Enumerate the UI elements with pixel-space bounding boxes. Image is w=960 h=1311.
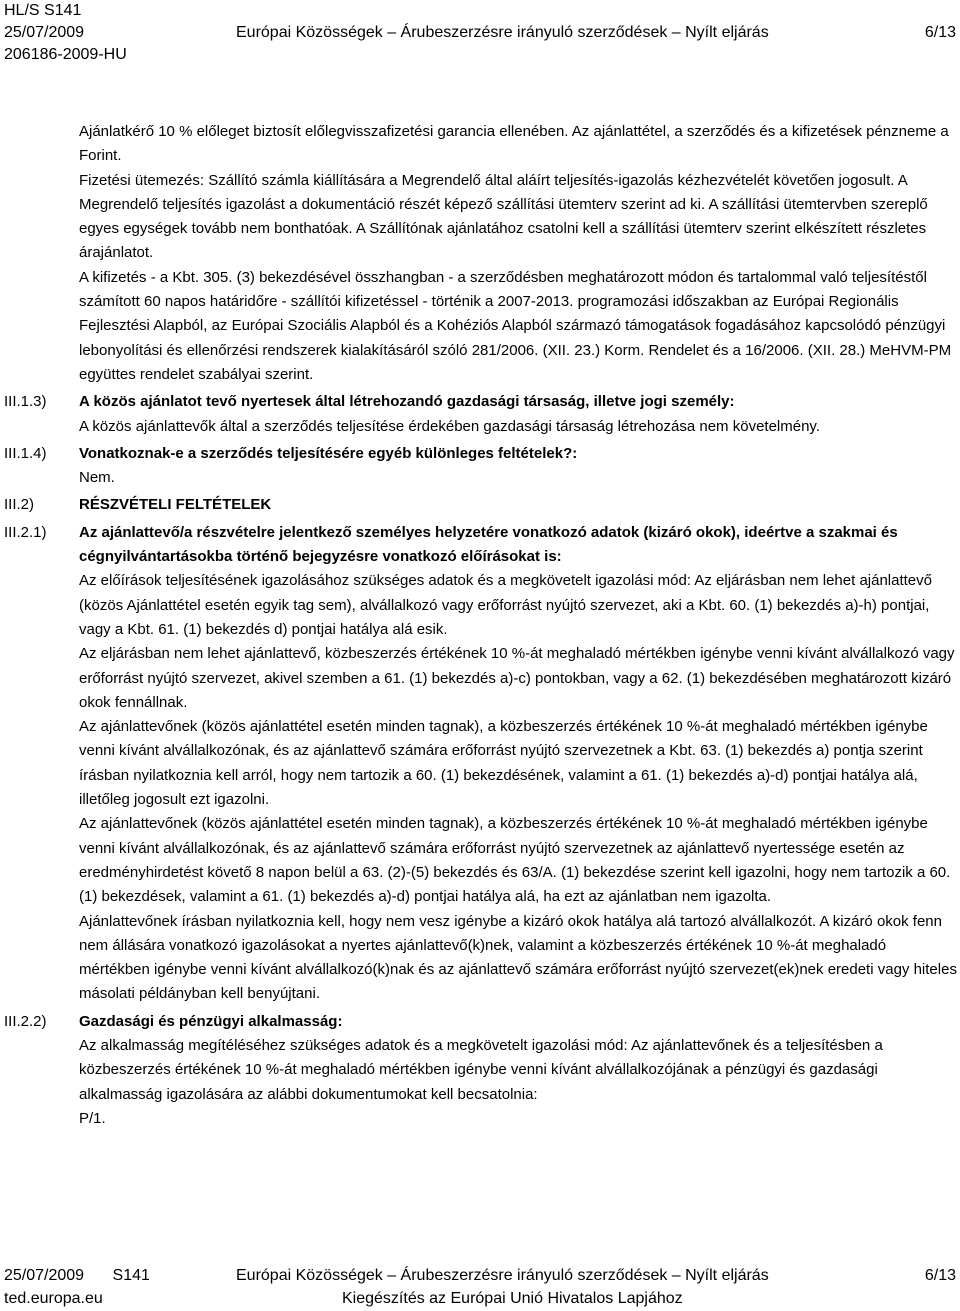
section-text: A közös ajánlattevők által a szerződés teljesítése érdekében gazdasági társaság létrehozása nem követelmény. — [79, 417, 820, 435]
document-body — [4, 120, 958, 1131]
section-heading: RÉSZVÉTELI FELTÉTELEK — [79, 496, 272, 514]
section-paragraph: Ajánlattevőnek írásban nyilatkoznia kell, hogy nem vesz igénybe a kizáró okok hatálya alá tartozó alvállalkozót. A kizáró okok fenn nem állására vonatkozó igazolásokat a nyertes ajánlattevő(k)nek, valamint a közbeszerzés értékének 10 %-át meghaladó mértékben igénybe venni kívánt alvállalkozó(k)nak és az ajánlattevő számára erőforrást nyújtó szervezet(ek)nek eredeti vagy hiteles másolati példányban kell benyújtani. — [79, 912, 957, 1003]
header-ref: 206186-2009-HU — [4, 46, 127, 63]
footer-site-link[interactable]: ted.europa.eu — [4, 1290, 103, 1307]
section-label: III.2) — [4, 496, 35, 514]
header-date: 25/07/2009 — [4, 24, 85, 41]
intro-paragraph-2: Fizetési ütemezés: Szállító számla kiállítására a Megrendelő által aláírt teljesítés-igazolás kézhezvételét követően jogosult. A Megrendelő teljesítés igazolást a dokumentáció részét képező szállítási ütemterv szerint ad ki. A szállítási ütemtervben szereplő egyes egységek tovább nem bonthatóak. A Szállítónak ajánlatához csatolni kell a szállítási ütemterv szerint elkészített részletes árajánlatot. — [79, 171, 928, 262]
header-title: Európai Közösségek – Árubeszerzésre irányuló szerződések – Nyílt eljárás — [236, 24, 769, 41]
page-header — [4, 0, 956, 66]
section-heading: Vonatkoznak-e a szerződés teljesítésére egyéb különleges feltételek?: — [79, 444, 578, 462]
section-iii-1-4 — [4, 442, 958, 491]
section-paragraph: Az ajánlattevőnek (közös ajánlattétel esetén minden tagnak), a közbeszerzés értékének 10 %-át meghaladó mértékben igénybe venni kívánt alvállalkozónak, és az ajánlattevő számára erőforrást nyújtó szervezetnek az ajánlattevő nyertessége esetén az eredményhirdetést követő 8 napon belül a 63. (2)-(5) bekezdés és 63/A. (1) bekezdése szerint kell igazolni, hogy nem tartozik a 60. (1) bekezdések, valamint a 61. (1) bekezdés a)-d) pontjai hatálya alá, ha ezt az ajánlatban nem igazolta. — [79, 815, 951, 906]
section-paragraph: P/1. — [79, 1109, 106, 1127]
intro-block — [4, 120, 958, 387]
section-heading: Gazdasági és pénzügyi alkalmasság: — [79, 1012, 343, 1030]
section-text: Nem. — [79, 469, 115, 487]
footer-page: 6/13 — [924, 1267, 956, 1284]
intro-paragraph-1: Ajánlatkérő 10 % előleget biztosít előlegvisszafizetési garancia ellenében. Az ajánlattétel, a szerződés és a kifizetések pénzneme a Forint. — [79, 123, 949, 165]
section-heading: Az ajánlattevő/a részvételre jelentkező személyes helyzetére vonatkozó adatok (kizáró okok), ideértve a szakmai és cégnyilvántartásokba történő bejegyzésre vonatkozó előírásokat is: — [79, 523, 898, 566]
section-iii-2-2 — [4, 1010, 958, 1131]
section-label: III.2.2) — [4, 1012, 47, 1030]
page-footer — [4, 1264, 956, 1310]
footer-subtitle: Kiegészítés az Európai Unió Hivatalos Lapjához — [342, 1290, 683, 1307]
section-paragraph: Az ajánlattevőnek (közös ajánlattétel esetén minden tagnak), a közbeszerzés értékének 10 %-át meghaladó mértékben igénybe venni kívánt alvállalkozónak, és az ajánlattevő számára erőforrást nyújtó szervezetnek a Kbt. 63. (1) bekezdés a) pontja szerint írásban nyilatkoznia kell arról, hogy nem tartozik a 60. (1) bekezdésének, valamint a 61. (1) bekezdés a)-d) pontjai hatálya alá, illetőleg jogosult ezt igazolni. — [79, 718, 928, 809]
section-iii-2 — [4, 493, 958, 517]
doc-id: HL/S S141 — [4, 2, 82, 19]
section-label: III.1.3) — [4, 393, 47, 411]
section-iii-2-1 — [4, 521, 958, 1007]
section-label: III.1.4) — [4, 444, 47, 462]
section-paragraph: Az előírások teljesítésének igazolásához szükséges adatok és a megkövetelt igazolási mód: Az eljárásban nem lehet ajánlattevő (közös Ajánlattétel esetén egyik tag sem), alvállalkozó vagy erőforrást nyújtó szervezet, aki a Kbt. 60. (1) bekezdés a)-h) pontjai, vagy a Kbt. 61. (1) bekezdés d) pontjai hatálya alá esik. — [79, 572, 932, 638]
section-label: III.2.1) — [4, 523, 47, 541]
section-heading: A közös ajánlatot tevő nyertesek által létrehozandó gazdasági társaság, illetve jogi személy: — [79, 393, 735, 411]
header-page: 6/13 — [924, 24, 956, 41]
section-iii-1-3 — [4, 390, 958, 439]
section-paragraph: Az alkalmasság megítéléséhez szükséges adatok és a megkövetelt igazolási mód: Az ajánlattevőnek és a teljesítésben a közbeszerzés értékének 10 %-át meghaladó mértékben igénybe venni kívánt alvállalkozójának a pénzügyi és gazdasági alkalmasság igazolására az alábbi dokumentumokat kell becsatolnia: — [79, 1036, 883, 1103]
section-paragraph: Az eljárásban nem lehet ajánlattevő, közbeszerzés értékének 10 %-át meghaladó mértékben igénybe venni kívánt alvállalkozó vagy erőforrást nyújtó szervezet, akivel szemben a 61. (1) bekezdés a)-c) pontokban, vagy a 62. (1) bekezdésében meghatározott kizáró okok fennállnak. — [79, 645, 955, 711]
intro-paragraph-3: A kifizetés - a Kbt. 305. (3) bekezdésével összhangban - a szerződésben meghatározott módon és tartalommal való teljesítéstől számított 60 napos határidőre - szállítói kifizetéssel - történik a 2007-2013. programozási időszakban az Európai Regionális Fejlesztési Alapból, az Európai Szociális Alapból és a Kohéziós Alapból származó támogatások fogadásához kapcsolódó pénzügyi lebonyolítási és ellenőrzési rendszerek kialakításáról szóló 281/2006. (XII. 23.) Korm. Rendelet és a 16/2006. (XII. 28.) MeHVM-PM együttes rendelet szabályai szerint. — [79, 268, 952, 383]
footer-title: Európai Közösségek – Árubeszerzésre irányuló szerződések – Nyílt eljárás — [236, 1267, 769, 1284]
footer-date: 25/07/2009 — [4, 1267, 85, 1284]
footer-series: S141 — [112, 1267, 150, 1284]
